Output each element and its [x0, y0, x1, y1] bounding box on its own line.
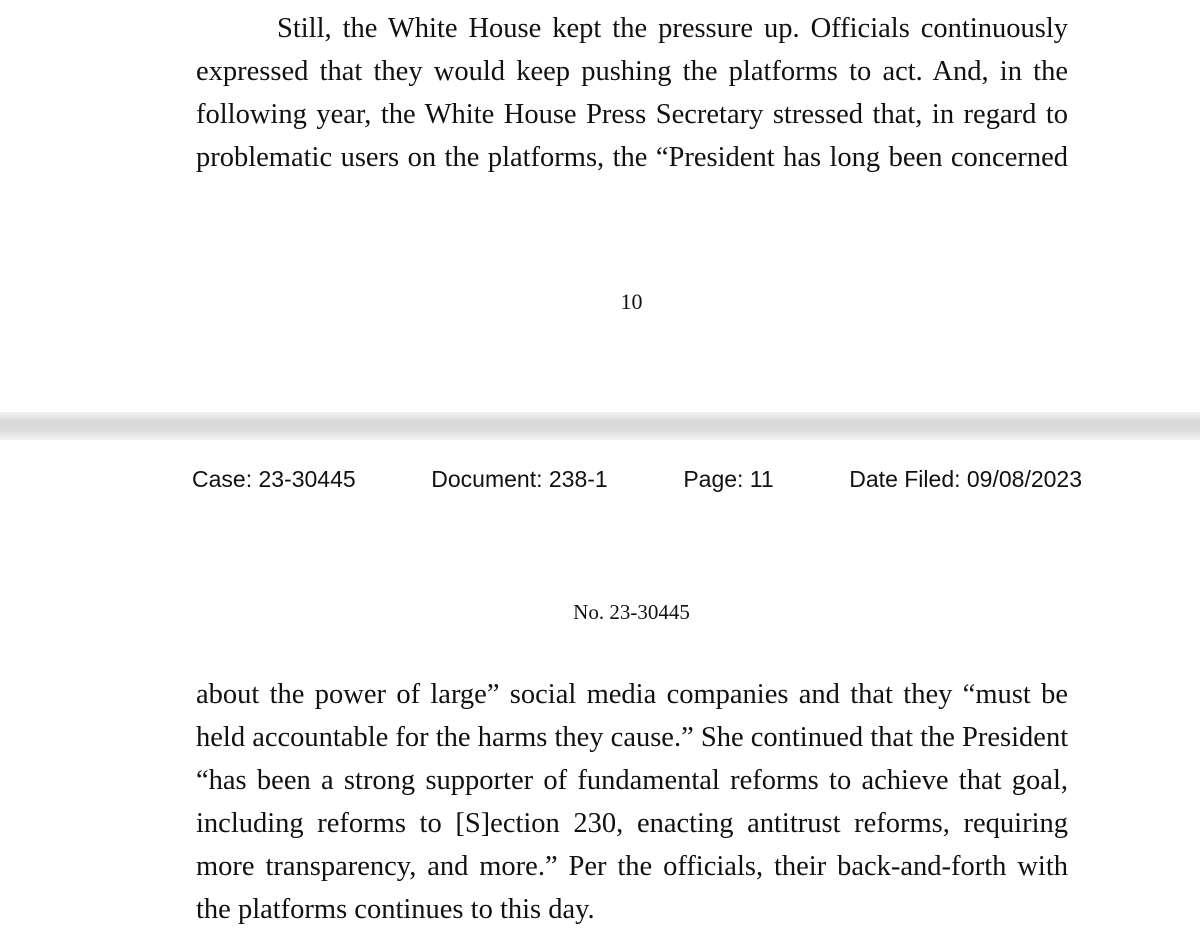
paragraph-line: the platforms continues to this day.: [196, 894, 595, 925]
paragraph-line: following year, the White House Press Secretary stressed that, in regard to: [196, 99, 1068, 130]
document-page-11: [0, 440, 1200, 948]
page-number: 10: [620, 289, 643, 314]
paragraph-line: “has been a strong supporter of fundamental reforms to achieve that goal,: [196, 765, 1068, 796]
paragraph-line: including reforms to [S]ection 230, enacting antitrust reforms, requiring: [196, 808, 1068, 839]
case-header: [192, 462, 1082, 496]
docket-number: No. 23-30445: [573, 600, 690, 624]
body-paragraph-continued: [196, 7, 1068, 179]
paragraph-line: expressed that they would keep pushing the platforms to act. And, in the: [196, 56, 1068, 87]
paragraph-line: about the power of large” social media companies and that they “must be: [196, 679, 1068, 710]
header-page-number: Page: 11: [683, 466, 774, 492]
body-paragraph: [196, 673, 1068, 931]
document-page-10: [0, 0, 1200, 412]
page-separator: [0, 412, 1200, 440]
paragraph-line: problematic users on the platforms, the “President has long been concerned: [196, 142, 1068, 173]
paragraph-line: held accountable for the harms they cause.” She continued that the President: [196, 722, 1069, 753]
document-number: Document: 238-1: [431, 466, 608, 492]
paragraph-line: Still, the White House kept the pressure up. Officials continuously: [277, 13, 1068, 44]
date-filed: Date Filed: 09/08/2023: [849, 466, 1082, 492]
case-number: Case: 23-30445: [192, 466, 356, 492]
paragraph-line: more transparency, and more.” Per the officials, their back-and-forth with: [196, 851, 1068, 882]
